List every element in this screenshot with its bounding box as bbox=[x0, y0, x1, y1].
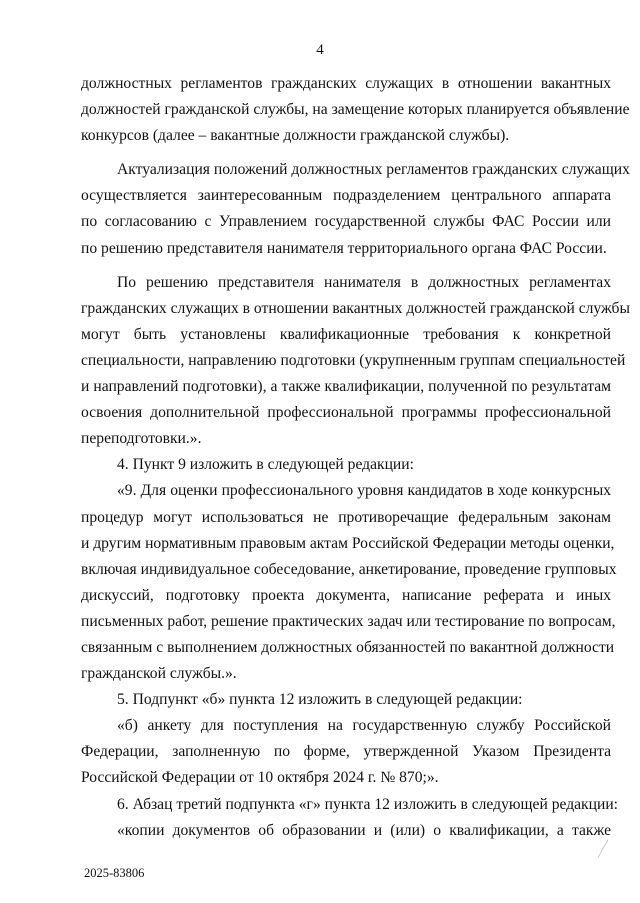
text-line: осуществляется заинтересованным подразделением центрального аппарата bbox=[81, 187, 611, 205]
text-line: 5. Подпункт «б» пункта 12 изложить в следующей редакции: bbox=[117, 691, 523, 709]
text-line: по решению представителя нанимателя территориального органа ФАС России. bbox=[81, 239, 607, 257]
text-line: могут быть установлены квалификационные требования к конкретной bbox=[81, 325, 611, 343]
text-line: конкурсов (далее – вакантные должности гражданской службы). bbox=[81, 127, 510, 145]
text-line: специальности, направлению подготовки (укрупненным группам специальностей bbox=[81, 351, 626, 369]
text-line: и другим нормативным правовым актам Российской Федерации методы оценки, bbox=[81, 534, 615, 552]
text-line: связанным с выполнением должностных обязанностей по вакантной должности bbox=[81, 638, 615, 656]
text-line: дискуссий, подготовку проекта документа, написание реферата и иных bbox=[81, 586, 611, 604]
text-line: переподготовки.». bbox=[81, 430, 202, 448]
paragraph bbox=[81, 792, 619, 818]
text-line: и направлений подготовки), а также квалификации, полученной по результатам bbox=[81, 378, 611, 396]
paragraph bbox=[81, 478, 617, 687]
text-line: 6. Абзац третий подпункта «г» пункта 12 изложить в следующей редакции: bbox=[117, 795, 619, 813]
text-line: процедур могут использоваться не противоречащие федеральным законам bbox=[81, 508, 611, 526]
page-number: 4 bbox=[316, 42, 324, 58]
document-registration-number: 2025-83806 bbox=[84, 866, 145, 880]
text-line: должностных регламентов гражданских служащих в отношении вакантных bbox=[81, 75, 611, 92]
text-line: Федерации, заполненную по форме, утвержденной Указом Президента bbox=[81, 743, 611, 761]
paragraph bbox=[81, 157, 630, 261]
text-line: 4. Пункт 9 изложить в следующей редакции: bbox=[117, 456, 414, 474]
paragraph bbox=[81, 270, 630, 453]
text-line: «9. Для оценки профессионального уровня кандидатов в ходе конкурсных bbox=[117, 482, 611, 500]
paragraph bbox=[81, 71, 630, 149]
text-line: включая индивидуальное собеседование, анкетирование, проведение групповых bbox=[81, 560, 617, 578]
paragraph bbox=[81, 713, 611, 791]
paragraph bbox=[81, 687, 611, 713]
text-line: освоения дополнительной профессиональной программы профессиональной bbox=[81, 404, 611, 422]
text-line: должностей гражданской службы, на замещение которых планируется объявление bbox=[81, 101, 630, 119]
text-line: «копии документов об образовании и (или) о квалификации, а также bbox=[117, 821, 611, 839]
paragraph bbox=[81, 818, 611, 844]
text-line: гражданской службы.». bbox=[81, 665, 237, 683]
text-line: письменных работ, решение практических задач или тестирование по вопросам, bbox=[81, 612, 616, 630]
text-line: по согласованию с Управлением государственной службы ФАС России или bbox=[81, 213, 611, 231]
document-body bbox=[81, 71, 630, 844]
text-line: «б) анкету для поступления на государственную службу Российской bbox=[117, 717, 611, 735]
text-line: Российской Федерации от 10 октября 2024 г. № 870;». bbox=[81, 769, 439, 787]
text-line: гражданских служащих в отношении вакантных должностей гражданской службы bbox=[81, 299, 630, 317]
pen-tick-mark bbox=[596, 838, 610, 860]
text-line: Актуализация положений должностных регламентов гражданских служащих bbox=[117, 161, 630, 179]
text-line: По решению представителя нанимателя в должностных регламентах bbox=[117, 273, 611, 291]
paragraph bbox=[81, 452, 611, 478]
